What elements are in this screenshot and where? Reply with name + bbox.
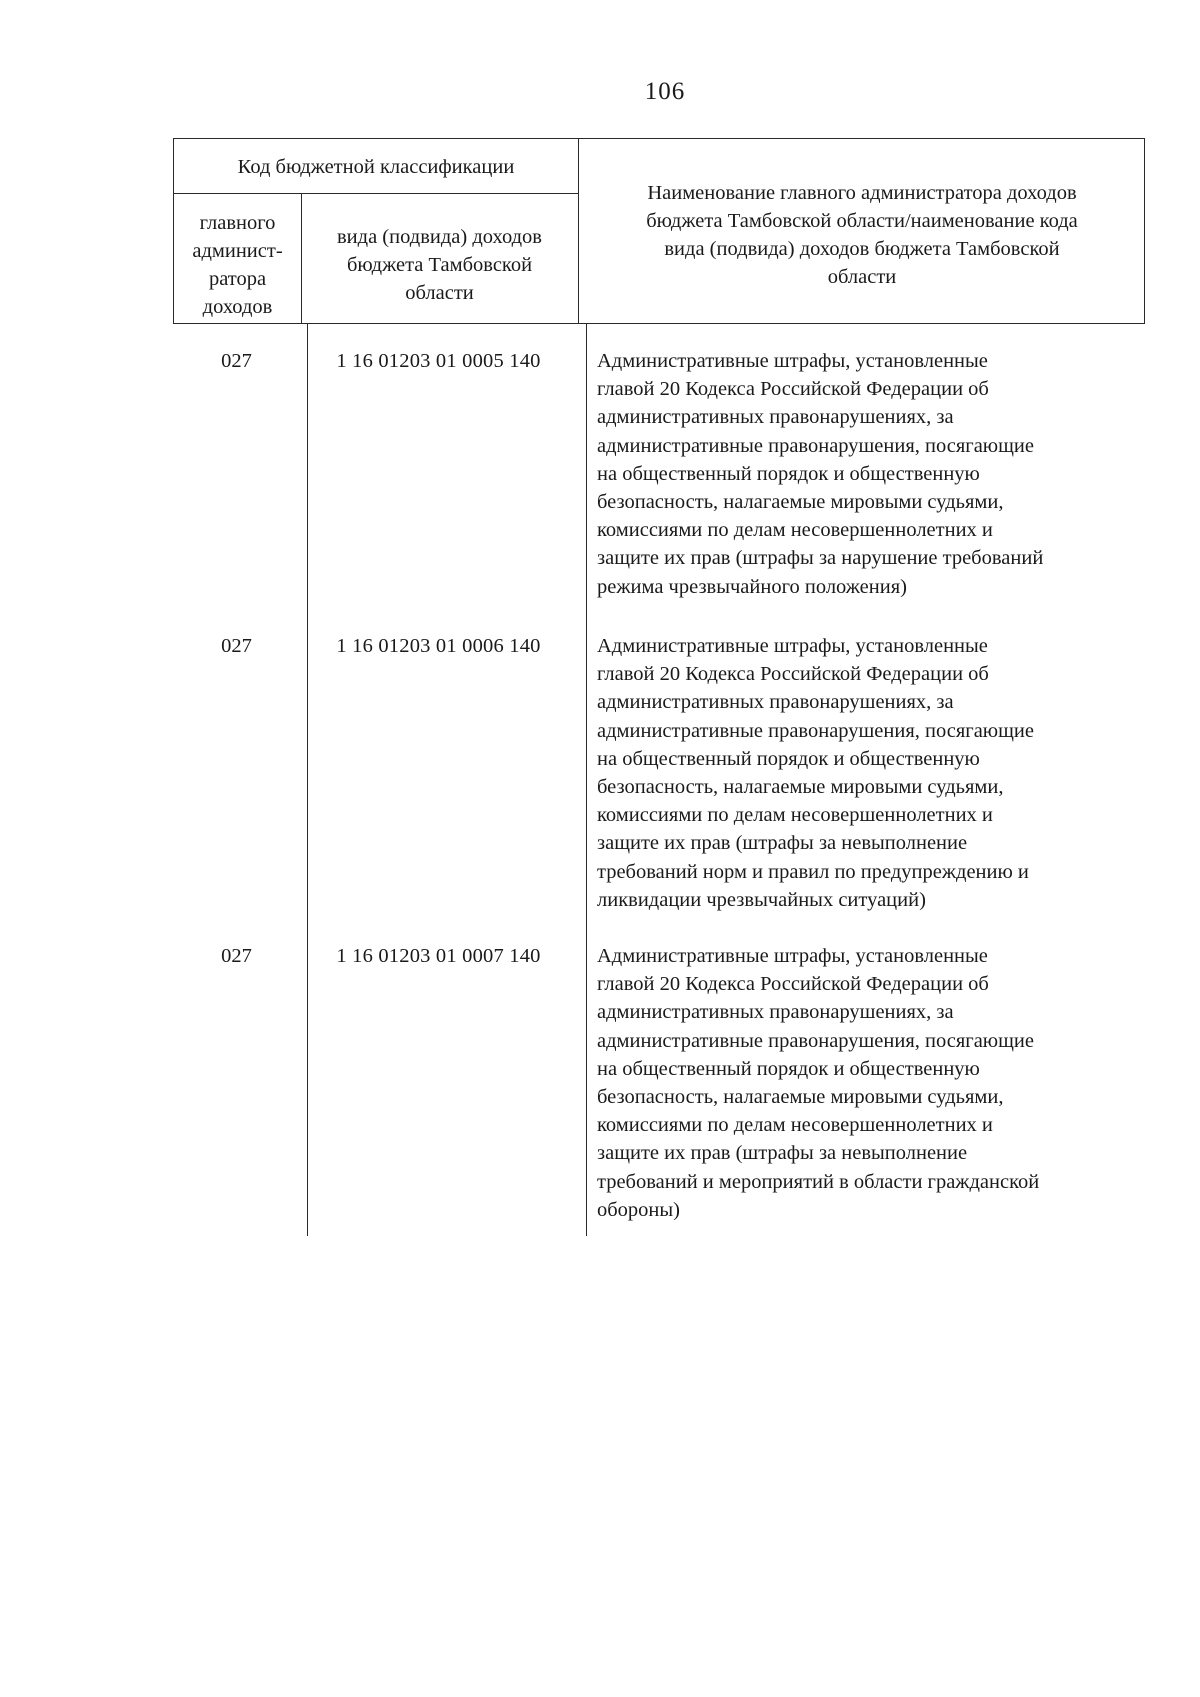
row-1-admin-code: 027 [221, 350, 252, 372]
row-3-income-code: 1 16 01203 01 0007 140 [336, 945, 541, 967]
table-header [173, 138, 1145, 324]
row-3-description: Административные штрафы, установленные главой 20 Кодекса Российской Федерации об административных правонарушениях, за административные правонарушения, посягающие на общественный порядок и общественную безопасность, налагаемые мировыми судьями, комиссиями по делам несовершеннолетних и защите их прав (штрафы за невыполнение требований и мероприятий в области гражданской обороны) [597, 945, 1040, 1221]
body-divider-right [586, 324, 587, 1236]
row-2-admin-code: 027 [221, 635, 252, 657]
row-1-description: Административные штрафы, установленные главой 20 Кодекса Российской Федерации об административных правонарушениях, за административные правонарушения, посягающие на общественный порядок и общественную безопасность, налагаемые мировыми судьями, комиссиями по делам несовершеннолетних и защите их прав (штрафы за нарушение требований режима чрезвычайного положения) [597, 350, 1044, 598]
header-admin-column: главного админист- ратора доходов [192, 212, 283, 318]
body-divider-left [307, 324, 308, 1236]
row-2-income-code: 1 16 01203 01 0006 140 [336, 635, 541, 657]
header-name-column: Наименование главного администратора доходов бюджета Тамбовской области/наименование кода вида (подвида) доходов бюджета Тамбовской области [646, 182, 1078, 288]
header-group-label: Код бюджетной классификации [237, 156, 515, 178]
header-divider-sub [174, 193, 578, 194]
row-1-income-code: 1 16 01203 01 0005 140 [336, 350, 541, 372]
header-kind-column: вида (подвида) доходов бюджета Тамбовской области [337, 226, 542, 304]
row-2-description: Административные штрафы, установленные главой 20 Кодекса Российской Федерации об административных правонарушениях, за административные правонарушения, посягающие на общественный порядок и общественную безопасность, налагаемые мировыми судьями, комиссиями по делам несовершеннолетних и защите их прав (штрафы за невыполнение требований норм и правил по предупреждению и ликвидации чрезвычайных ситуаций) [597, 635, 1034, 911]
page-number: 106 [644, 78, 686, 105]
row-3-admin-code: 027 [221, 945, 252, 967]
